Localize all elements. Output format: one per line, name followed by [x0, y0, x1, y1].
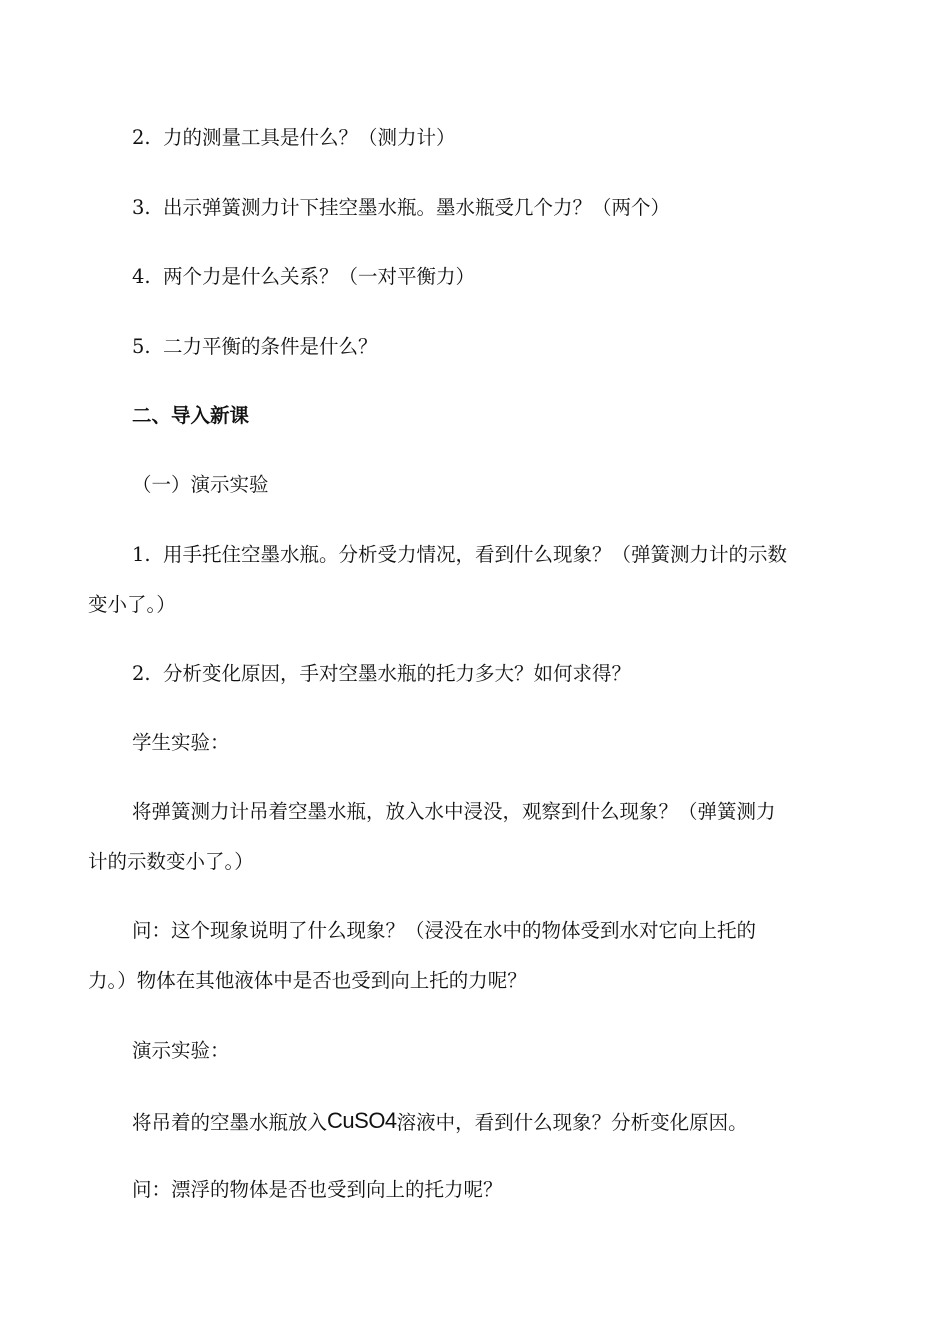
section-heading: 二、导入新课 — [132, 404, 250, 427]
item-text: 两个力是什么关系？（一对平衡力） — [163, 265, 476, 288]
list-item — [132, 126, 456, 150]
item-text: 出示弹簧测力计下挂空墨水瓶。墨水瓶受几个力？（两个） — [163, 196, 671, 219]
subsection-heading: （一）演示实验 — [132, 473, 269, 496]
paragraph-continuation: 力。）物体在其他液体中是否也受到向上托的力呢？ — [88, 969, 527, 992]
item-number: 3. — [132, 196, 151, 219]
paragraph-line: 将弹簧测力计吊着空墨水瓶，放入水中浸没，观察到什么现象？（弹簧测力 — [132, 800, 776, 823]
item-text: 分析变化原因，手对空墨水瓶的托力多大？如何求得？ — [163, 662, 632, 685]
paragraph-line — [132, 662, 631, 686]
student-experiment-label: 学生实验： — [132, 731, 230, 754]
demo-experiment-label: 演示实验： — [132, 1039, 230, 1062]
item-text: 用手托住空墨水瓶。分析受力情况，看到什么现象？（弹簧测力计的示数 — [163, 543, 788, 566]
item-number: 5. — [132, 335, 151, 358]
item-number: 2. — [132, 662, 151, 685]
list-item — [132, 335, 378, 359]
paragraph-line — [132, 1109, 748, 1135]
paragraph-continuation: 计的示数变小了。） — [88, 850, 254, 873]
text-after-formula: 溶液中，看到什么现象？分析变化原因。 — [396, 1111, 748, 1134]
item-text: 二力平衡的条件是什么？ — [163, 335, 378, 358]
list-item — [132, 196, 670, 220]
list-item — [132, 265, 475, 289]
item-number: 1. — [132, 543, 151, 566]
paragraph-line: 问：这个现象说明了什么现象？（浸没在水中的物体受到水对它向上托的 — [132, 919, 757, 942]
item-number: 4. — [132, 265, 151, 288]
paragraph-continuation: 变小了。） — [88, 593, 176, 616]
paragraph-line: 问：漂浮的物体是否也受到向上的托力呢？ — [132, 1178, 503, 1201]
item-number: 2. — [132, 126, 151, 149]
paragraph-line — [132, 543, 787, 567]
chemical-formula: CuSO4 — [327, 1108, 397, 1133]
item-text: 力的测量工具是什么？（测力计） — [163, 126, 456, 149]
text-before-formula: 将吊着的空墨水瓶放入 — [132, 1111, 328, 1134]
